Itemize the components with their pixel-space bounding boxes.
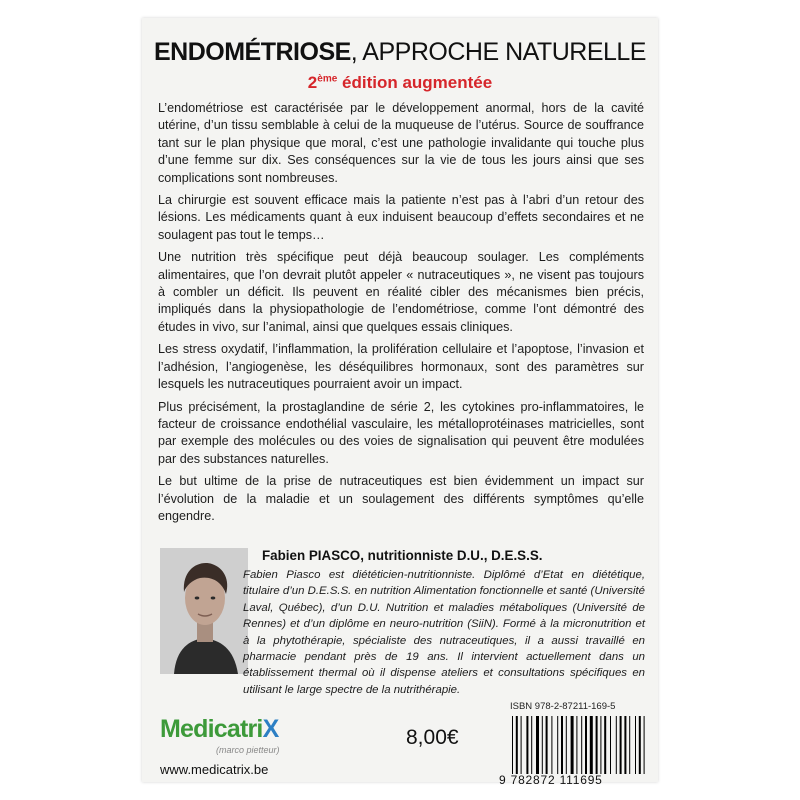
barcode-bar <box>635 716 636 774</box>
author-name: Fabien PIASCO, nutritionniste D.U., D.E.S.S. <box>262 548 543 563</box>
author-photo <box>160 548 248 674</box>
barcode-bar <box>512 716 513 774</box>
logo-x-letter: X <box>262 715 279 743</box>
book-title <box>142 38 658 67</box>
summary-paragraph: Le but ultime de la prise de nutraceutiques est bien évidemment un impact sur l’évolution de la maladie et un soulagement des différents symptômes qu’elle engendre. <box>158 474 644 523</box>
title-main: ENDOMÉTRIOSE <box>154 38 351 66</box>
barcode-bar <box>557 716 558 774</box>
barcode-bar <box>610 716 611 774</box>
barcode-bar <box>576 716 577 774</box>
summary-paragraph: La chirurgie est souvent efficace mais la patiente n’est pas à l’abri d’un retour des lésions. Les médicaments quant à eux induisent beaucoup d’effets secondaires et ne soulagent pas tout le temps… <box>158 193 644 242</box>
summary-paragraph: Plus précisément, la prostaglandine de série 2, les cytokines pro-inflammatoires, le facteur de croissance endothélial vasculaire, les métalloprotéinases matricielles, sont par exemple des molécules ou des voies de signalisation qui peuvent être modulées par des substances naturelles. <box>158 399 644 466</box>
barcode-bar <box>571 716 574 774</box>
barcode-bar <box>516 716 518 774</box>
barcode-bar <box>581 716 582 774</box>
summary-paragraph: Les stress oxydatif, l’inflammation, la prolifération cellulaire et l’apoptose, l’invasion et l’adhésion, l’angiogenèse, les déséquilibres hormonaux, sont des paramètres sur lesquels les nutraceutiques pourraient avoir un impact. <box>158 342 644 392</box>
publisher-website: www.medicatrix.be <box>160 762 269 777</box>
barcode-bar <box>526 716 528 774</box>
author-portrait-icon <box>160 548 248 674</box>
barcode-number: 9 782872 111695 <box>499 773 603 787</box>
author-bio: Fabien Piasco est diététicien-nutritionniste. Diplômé d’Etat en diététique, titulaire d’un D.E.S.S. en nutrition Alimentation fonctionnelle et santé (Université Laval, Québec), d’un D.U. Nutrition et maladies métaboliques (Université de Rennes) et d’un diplôme en neuro-nutrition (SiiN). Formé à la micronutrition et à la phytothérapie, spécialiste des nutraceutiques, il a aussi travaillé en pharmacie pendant près de 19 ans. Il intervient actuellement dans un établissement thermal où il dispense ateliers et consultations spécifiques en utilisant le large spectre de la nutrithérapie. <box>243 569 645 696</box>
edition-superscript: ème <box>317 73 338 85</box>
barcode-bar <box>620 716 622 774</box>
barcode-bar <box>566 716 567 774</box>
barcode-bar <box>561 716 563 774</box>
barcode <box>510 716 646 774</box>
barcode-bar <box>531 716 532 774</box>
publisher-subtitle: (marco pietteur) <box>216 745 280 755</box>
barcode-bar <box>629 716 630 774</box>
summary-paragraph: Une nutrition très spécifique peut déjà beaucoup soulager. Les compléments alimentaires, que l’on devrait plutôt appeler « nutraceutiques », ne visent pas toujours à combler un déficit. Ils peuvent en réalité cibler des mécanismes bien précis, impliqués dans la physiopathologie de l’endométriose, comme l’ont démontré des études in vivo, sur l’animal, ainsi que quelques essais cliniques. <box>158 250 644 334</box>
barcode-bar <box>546 716 548 774</box>
barcode-bar <box>585 716 587 774</box>
barcode-bar <box>616 716 617 774</box>
price: 8,00€ <box>406 726 459 749</box>
barcode-bar <box>542 716 543 774</box>
isbn: ISBN 978-2-87211-169-5 <box>510 701 616 712</box>
edition-text: édition augmentée <box>337 73 493 92</box>
barcode-bar <box>536 716 539 774</box>
barcode-bar <box>624 716 626 774</box>
summary-text <box>158 100 644 530</box>
edition-number: 2 <box>307 73 318 92</box>
barcode-bar <box>596 716 598 774</box>
publisher-logo <box>160 715 278 744</box>
barcode-bar <box>639 716 641 774</box>
barcode-bar <box>644 716 645 774</box>
title-subtitle: , APPROCHE NATURELLE <box>350 38 646 66</box>
summary-paragraph: L’endométriose est caractérisée par le développement anormal, hors de la cavité utérine, d’un tissu semblable à celui de la muqueuse de l’utérus. Source de souffrance tant sur le plan physique que moral, c’est une pathologie invalidante qui touche plus d’une femme sur dix. Ses conséquences sur la vie de tous les jours ainsi que ses complications sont nombreuses. <box>158 101 644 185</box>
barcode-bar <box>600 716 601 774</box>
logo-main-text: Medicatri <box>160 715 263 743</box>
barcode-bar <box>521 716 522 774</box>
edition-label <box>142 73 658 93</box>
barcode-bar <box>551 716 552 774</box>
book-back-cover <box>142 18 658 787</box>
barcode-bar <box>590 716 593 774</box>
barcode-bar <box>604 716 606 774</box>
